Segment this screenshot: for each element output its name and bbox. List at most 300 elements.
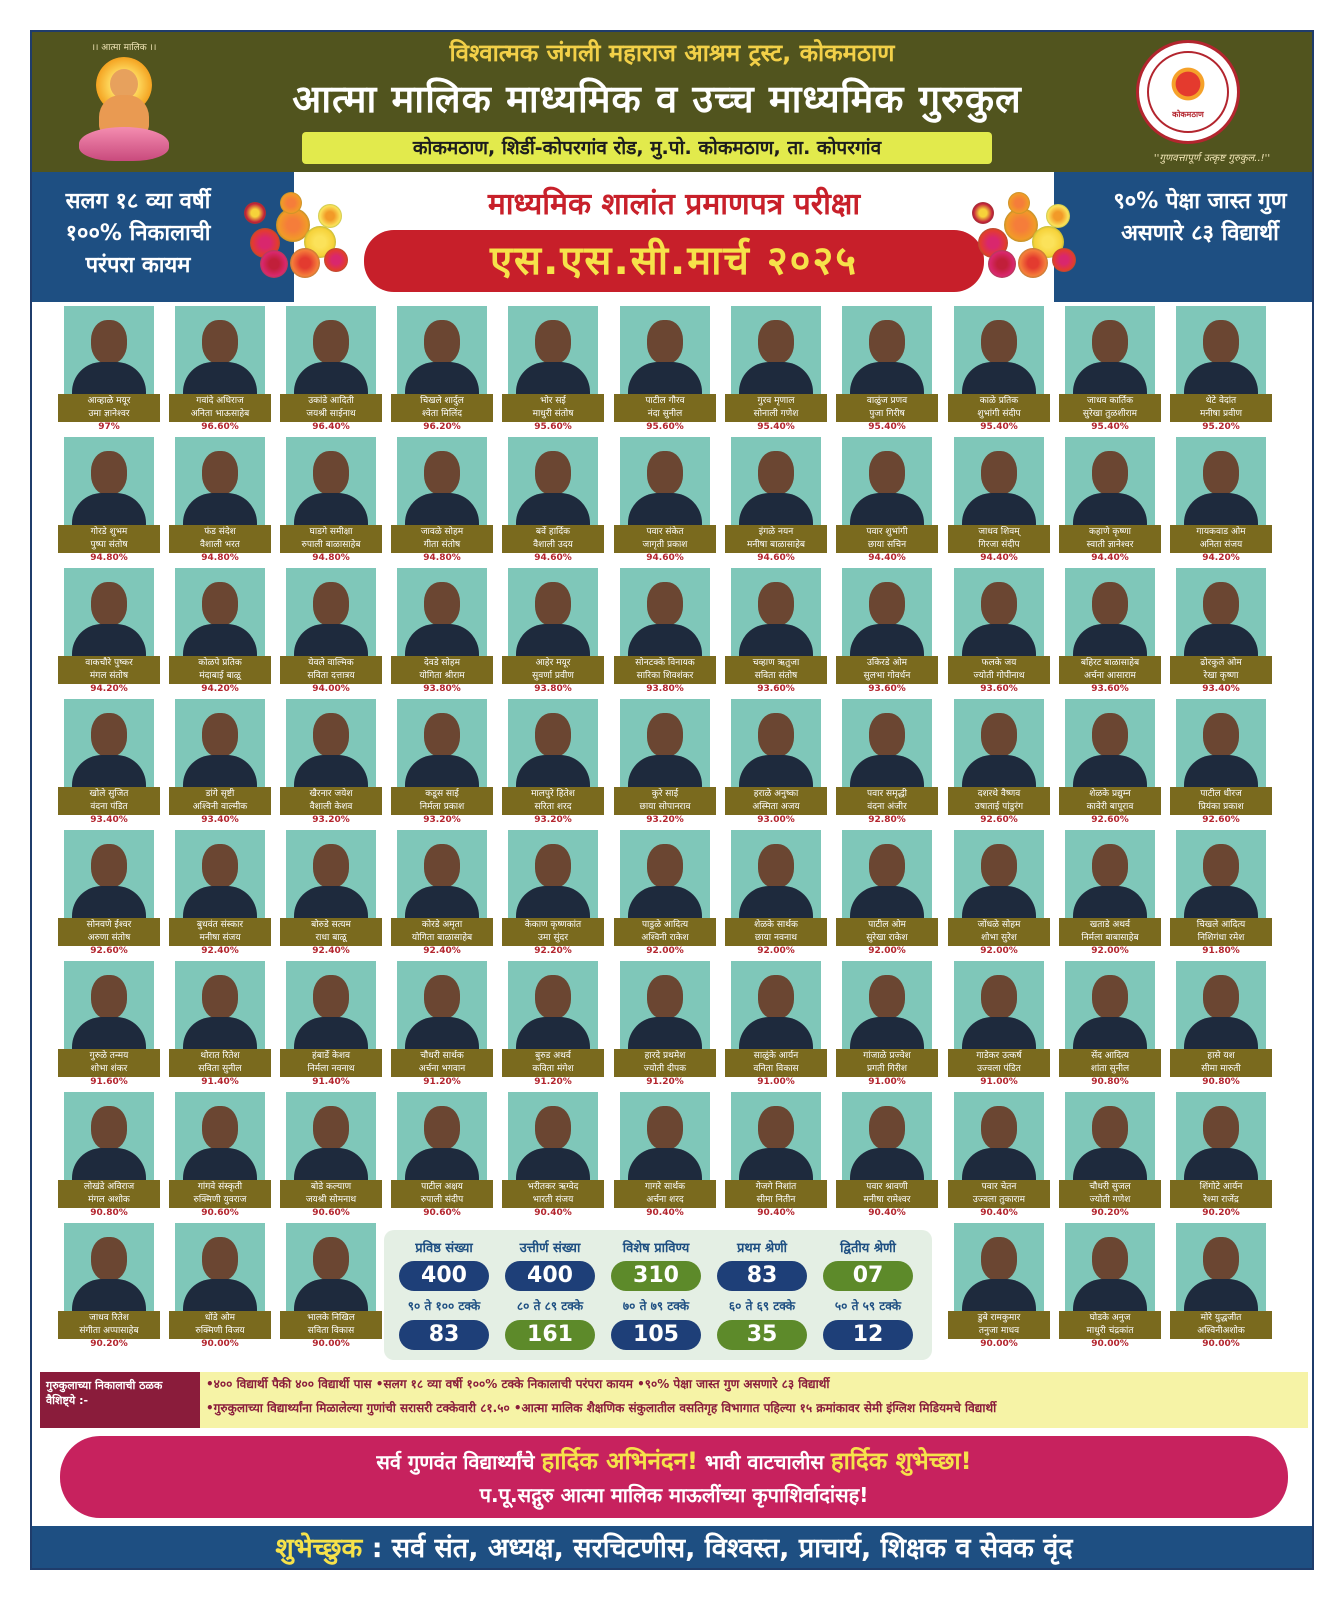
student-card xyxy=(1055,564,1165,694)
stat-value: 400 xyxy=(399,1261,489,1291)
stat-range: ९० ते १०० टक्के xyxy=(407,1299,481,1313)
student-photo xyxy=(1065,437,1155,525)
student-name: कोरडे अमृता xyxy=(421,920,463,930)
student-nameplate xyxy=(58,1180,160,1208)
student-nameplate xyxy=(169,1180,271,1208)
student-card xyxy=(610,302,720,432)
student-percent: 95.60% xyxy=(646,422,684,432)
trust-name: विश्वात्मक जंगली महाराज आश्रम ट्रस्ट, कोकमठाण xyxy=(449,39,895,67)
student-name: कडूस साई xyxy=(425,789,459,799)
student-photo xyxy=(175,830,265,918)
student-name: डांगे सृष्टी xyxy=(205,789,235,799)
student-photo xyxy=(954,699,1044,787)
student-percent: 97% xyxy=(98,422,120,432)
student-photo xyxy=(842,568,932,656)
student-photo xyxy=(175,699,265,787)
student-photo xyxy=(1065,1223,1155,1311)
features-line-2: •गुरुकुलाच्या विद्यार्थ्यांना मिळालेल्या गुणांची सरासरी टक्केवारी ८१.५० •आत्मा मालिक शैक्षणिक संकुलातील वसतिगृह विभागात पहिल्या १५ क्रमांकावर सेमी इंग्लिश मिडियमचे विद्यार्थी xyxy=(206,1401,997,1415)
student-name: बोडे कल्याण xyxy=(310,1182,352,1192)
school-motto: ''गुणवत्तापूर्ण उत्कृष्ट गुरुकुल..!'' xyxy=(1153,153,1271,164)
school-seal-icon xyxy=(1136,40,1240,144)
student-parent: रेश्मा राजेंद्र xyxy=(1203,1195,1239,1205)
student-card xyxy=(832,1088,942,1218)
student-percent: 91.20% xyxy=(534,1077,572,1087)
student-parent: सविता दत्तात्रय xyxy=(307,671,355,681)
student-photo xyxy=(64,1092,154,1180)
student-nameplate xyxy=(1059,918,1161,946)
student-percent: 94.80% xyxy=(312,553,350,563)
student-percent: 91.40% xyxy=(312,1077,350,1087)
student-nameplate xyxy=(725,1180,827,1208)
student-nameplate xyxy=(280,1311,382,1339)
student-percent: 92.00% xyxy=(868,946,906,956)
student-nameplate xyxy=(948,656,1050,684)
guru-figure-icon xyxy=(69,55,179,165)
student-card xyxy=(165,826,275,956)
student-name: पवार समृद्धी xyxy=(867,789,907,799)
student-nameplate xyxy=(502,1180,604,1208)
student-parent: मनीषा रामेश्वर xyxy=(863,1195,911,1205)
student-nameplate xyxy=(725,394,827,422)
student-parent: सारिका शिवशंकर xyxy=(636,671,694,681)
student-card xyxy=(1055,695,1165,825)
student-name: चौधरी सुजल xyxy=(1089,1182,1131,1192)
student-name: जोंधळे सोहम xyxy=(977,920,1021,930)
student-percent: 90.20% xyxy=(90,1339,128,1349)
student-name: जावळे सोहम xyxy=(420,527,464,537)
student-name: धोंडे ओम xyxy=(204,1313,236,1323)
student-parent: अश्विनी राकेश xyxy=(641,933,689,943)
student-nameplate xyxy=(391,1180,493,1208)
student-percent: 92.60% xyxy=(1202,815,1240,825)
student-percent: 94.20% xyxy=(90,684,128,694)
student-card xyxy=(944,695,1054,825)
flower-bouquet-icon xyxy=(240,188,352,292)
student-parent: जयश्री सोमनाथ xyxy=(305,1195,357,1205)
student-parent: तनुजा माधव xyxy=(978,1326,1020,1336)
student-percent: 94.80% xyxy=(423,553,461,563)
student-parent: अनिता भाऊसाहेब xyxy=(190,409,250,419)
student-nameplate xyxy=(58,1311,160,1339)
student-nameplate xyxy=(614,394,716,422)
student-card xyxy=(387,695,497,825)
student-percent: 93.20% xyxy=(312,815,350,825)
student-card xyxy=(944,1219,1054,1349)
student-name: शेळके प्रद्युम्न xyxy=(1089,789,1131,799)
student-nameplate xyxy=(1059,1311,1161,1339)
student-name: सोनवणे ईश्वर xyxy=(86,920,132,930)
student-parent: उमा सुंदर xyxy=(537,933,569,943)
student-parent: छाया नवनाथ xyxy=(754,933,798,943)
student-parent: सुरेखा तुळशीराम xyxy=(1082,409,1138,419)
student-percent: 91.60% xyxy=(90,1077,128,1087)
congratulations-banner xyxy=(60,1436,1288,1518)
student-photo xyxy=(175,306,265,394)
stat-range: ७० ते ७९ टक्के xyxy=(622,1299,690,1313)
student-photo xyxy=(842,1092,932,1180)
student-card xyxy=(498,302,608,432)
student-card xyxy=(54,302,164,432)
student-card xyxy=(54,695,164,825)
student-name: वाळुंज प्रणव xyxy=(866,396,908,406)
student-nameplate xyxy=(1170,394,1272,422)
student-name: पाटील धीरज xyxy=(1200,789,1242,799)
student-percent: 94.40% xyxy=(1091,553,1129,563)
student-nameplate xyxy=(280,1049,382,1077)
student-percent: 94.00% xyxy=(312,684,350,694)
student-photo xyxy=(731,1092,821,1180)
student-nameplate xyxy=(391,394,493,422)
student-percent: 93.20% xyxy=(423,815,461,825)
student-percent: 90.20% xyxy=(1202,1208,1240,1218)
student-name: साळुंके आर्यन xyxy=(753,1051,799,1061)
student-name: सेंद आदित्य xyxy=(1091,1051,1129,1061)
student-parent: वैशाली उदय xyxy=(533,540,573,550)
student-card xyxy=(276,1088,386,1218)
student-photo xyxy=(1176,1223,1266,1311)
stat-range-value: 83 xyxy=(399,1320,489,1350)
student-photo xyxy=(1065,1092,1155,1180)
student-parent: रुपाली संदीप xyxy=(420,1195,464,1205)
student-name: गायकवाड ओम xyxy=(1196,527,1246,537)
student-nameplate xyxy=(614,918,716,946)
student-parent: मंगल संतोष xyxy=(89,671,129,681)
student-parent: शुभांगी संदीप xyxy=(977,409,1021,419)
student-card xyxy=(944,826,1054,956)
student-nameplate xyxy=(169,1311,271,1339)
student-parent: ज्योती दीपक xyxy=(643,1064,687,1074)
student-percent: 93.60% xyxy=(757,684,795,694)
student-percent: 96.40% xyxy=(312,422,350,432)
student-card xyxy=(1166,564,1276,694)
student-parent: सविता सुनील xyxy=(198,1064,242,1074)
student-name: थोरात रितेश xyxy=(200,1051,240,1061)
student-nameplate xyxy=(169,787,271,815)
student-card xyxy=(276,433,386,563)
student-name: बर्वे हार्दिक xyxy=(535,527,571,537)
student-photo xyxy=(175,1092,265,1180)
student-nameplate xyxy=(280,656,382,684)
student-photo xyxy=(1065,699,1155,787)
student-parent: शांता सुनील xyxy=(1090,1064,1130,1074)
student-photo xyxy=(397,699,487,787)
student-nameplate xyxy=(502,394,604,422)
student-name: बुरुड अथर्व xyxy=(535,1051,571,1061)
seal-place: कोकमठाण xyxy=(1172,110,1204,119)
student-percent: 93.40% xyxy=(1202,684,1240,694)
student-card xyxy=(387,957,497,1087)
student-photo xyxy=(954,830,1044,918)
student-card xyxy=(832,564,942,694)
student-parent: गिरजा संदीप xyxy=(978,540,1020,550)
student-nameplate xyxy=(1059,656,1161,684)
school-name: आत्मा मालिक माध्यमिक व उच्च माध्यमिक गुरुकुल xyxy=(292,77,1022,121)
student-card xyxy=(387,302,497,432)
student-name: बुधवंत संस्कार xyxy=(196,920,244,930)
student-name: हारदे प्रथमेश xyxy=(644,1051,686,1061)
student-percent: 95.20% xyxy=(1202,422,1240,432)
student-photo xyxy=(731,306,821,394)
student-card xyxy=(832,302,942,432)
student-card xyxy=(944,302,1054,432)
student-card xyxy=(944,433,1054,563)
features-box xyxy=(200,1372,1308,1428)
student-parent: स्वाती ज्ञानेश्वर xyxy=(1086,540,1134,550)
student-card xyxy=(1055,1219,1165,1349)
student-percent: 92.60% xyxy=(90,946,128,956)
student-card xyxy=(1166,957,1276,1087)
exam-ribbon: एस.एस.सी.मार्च २०२५ xyxy=(364,230,984,292)
student-card xyxy=(165,957,275,1087)
student-percent: 95.40% xyxy=(1091,422,1129,432)
student-parent: प्रियंका प्रकाश xyxy=(1198,802,1244,812)
student-percent: 94.20% xyxy=(1202,553,1240,563)
student-percent: 92.00% xyxy=(757,946,795,956)
student-nameplate xyxy=(1170,525,1272,553)
student-parent: निर्मला बाबासाहेब xyxy=(1081,933,1139,943)
student-percent: 90.40% xyxy=(534,1208,572,1218)
student-photo xyxy=(620,699,710,787)
student-parent: मनीषा बाळासाहेब xyxy=(746,540,806,550)
student-parent: भारती संजय xyxy=(532,1195,574,1205)
student-card xyxy=(1166,826,1276,956)
student-card xyxy=(387,826,497,956)
congrats-line-1: सर्व गुणवंत विद्यार्थ्यांचे हार्दिक अभिनंदन! भावी वाटचालीस हार्दिक शुभेच्छा! xyxy=(376,1447,972,1475)
student-parent: अर्चना भगवान xyxy=(418,1064,466,1074)
student-photo xyxy=(620,1092,710,1180)
student-card xyxy=(721,826,831,956)
student-nameplate xyxy=(280,394,382,422)
student-parent: सीमा मारुती xyxy=(1201,1064,1241,1074)
student-percent: 94.60% xyxy=(646,553,684,563)
student-percent: 93.80% xyxy=(646,684,684,694)
student-nameplate xyxy=(58,656,160,684)
student-nameplate xyxy=(391,918,493,946)
student-name: गेजगे निशांत xyxy=(755,1182,797,1192)
student-card xyxy=(944,1088,1054,1218)
student-nameplate xyxy=(836,525,938,553)
student-card xyxy=(1055,433,1165,563)
student-percent: 90.00% xyxy=(201,1339,239,1349)
stat-label: द्वितीय श्रेणी xyxy=(840,1241,896,1256)
student-parent: गीता संतोष xyxy=(423,540,461,550)
student-name: मालपुरे हितेश xyxy=(531,789,575,799)
student-card xyxy=(1055,302,1165,432)
stat-value: 310 xyxy=(611,1261,701,1291)
student-percent: 92.40% xyxy=(201,946,239,956)
student-name: गुरुळे तन्मय xyxy=(89,1051,129,1061)
student-percent: 93.60% xyxy=(1091,684,1129,694)
student-photo xyxy=(731,437,821,525)
student-name: गोरडे शुभम xyxy=(90,527,128,537)
student-percent: 90.60% xyxy=(312,1208,350,1218)
student-nameplate xyxy=(1059,1049,1161,1077)
student-photo xyxy=(842,961,932,1049)
student-nameplate xyxy=(948,394,1050,422)
student-parent: उमा ज्ञानेश्वर xyxy=(88,409,130,419)
student-photo xyxy=(175,1223,265,1311)
student-parent: रुक्मिणी विजय xyxy=(195,1326,245,1336)
student-card xyxy=(276,564,386,694)
student-name: पवार शुभांगी xyxy=(866,527,908,537)
student-nameplate xyxy=(614,787,716,815)
emblem-caption: ।। आत्मा मालिक ।। xyxy=(91,43,157,53)
student-photo xyxy=(1065,568,1155,656)
student-nameplate xyxy=(836,1049,938,1077)
student-parent: मनीषा संजय xyxy=(199,933,241,943)
student-photo xyxy=(620,961,710,1049)
student-percent: 94.40% xyxy=(980,553,1018,563)
student-photo xyxy=(620,568,710,656)
student-photo xyxy=(286,306,376,394)
student-photo xyxy=(731,961,821,1049)
student-photo xyxy=(1065,961,1155,1049)
student-parent: निर्मला प्रकाश xyxy=(419,802,465,812)
student-nameplate xyxy=(836,656,938,684)
student-card xyxy=(165,564,275,694)
student-percent: 90.40% xyxy=(646,1208,684,1218)
student-photo xyxy=(508,1092,598,1180)
student-percent: 90.40% xyxy=(868,1208,906,1218)
student-photo xyxy=(397,306,487,394)
student-name: कहाणे कृष्णा xyxy=(1088,527,1132,537)
student-parent: सरिता शरद xyxy=(534,802,572,812)
student-parent: ज्योती गणेश xyxy=(1089,1195,1131,1205)
student-parent: अर्चना शरद xyxy=(646,1195,684,1205)
student-parent: श्वेता मिलिंद xyxy=(421,409,463,419)
stat-label: प्रविष्ठ संख्या xyxy=(415,1241,473,1256)
student-nameplate xyxy=(280,918,382,946)
student-photo xyxy=(286,830,376,918)
student-nameplate xyxy=(58,918,160,946)
student-nameplate xyxy=(614,656,716,684)
student-percent: 92.40% xyxy=(312,946,350,956)
student-parent: रुक्मिणी युवराज xyxy=(193,1195,247,1205)
footer-text: : सर्व संत, अध्यक्ष, सरचिटणीस, विश्वस्त, प्राचार्य, शिक्षक व सेवक वृंद xyxy=(362,1533,1073,1564)
flower-bouquet-icon xyxy=(968,188,1080,292)
student-nameplate xyxy=(391,787,493,815)
student-name: बहिरट बाळासाहेब xyxy=(1080,658,1140,668)
student-photo xyxy=(64,437,154,525)
student-card xyxy=(1166,302,1276,432)
student-card xyxy=(165,1088,275,1218)
student-percent: 92.00% xyxy=(1091,946,1129,956)
student-name: जाधव कार्तिक xyxy=(1086,396,1134,406)
student-nameplate xyxy=(169,656,271,684)
student-percent: 90.00% xyxy=(1202,1339,1240,1349)
student-card xyxy=(498,695,608,825)
student-parent: अश्विनी वाल्मीक xyxy=(192,802,248,812)
student-card xyxy=(721,302,831,432)
stat-value: 400 xyxy=(505,1261,595,1291)
student-card xyxy=(610,957,720,1087)
student-photo xyxy=(397,961,487,1049)
student-nameplate xyxy=(1170,1049,1272,1077)
student-percent: 92.80% xyxy=(868,815,906,825)
student-card xyxy=(610,564,720,694)
student-parent: अश्विनीअशोक xyxy=(1197,1326,1245,1336)
student-photo xyxy=(1176,830,1266,918)
student-photo xyxy=(954,961,1044,1049)
student-percent: 91.20% xyxy=(646,1077,684,1087)
result-stats xyxy=(384,1230,932,1360)
student-name: उकिरडे ओम xyxy=(866,658,908,668)
student-photo xyxy=(1176,306,1266,394)
header xyxy=(32,32,1314,172)
stat-label: प्रथम श्रेणी xyxy=(737,1241,787,1256)
student-parent: सीमा नितीन xyxy=(756,1195,796,1205)
student-card xyxy=(721,695,831,825)
student-parent: अर्चना आसाराम xyxy=(1084,671,1136,681)
student-percent: 94.80% xyxy=(201,553,239,563)
student-card xyxy=(387,1088,497,1218)
student-parent: उज्वला पंडित xyxy=(977,1064,1021,1074)
student-percent: 93.40% xyxy=(201,815,239,825)
student-card xyxy=(610,695,720,825)
student-parent: प्रगती गिरीश xyxy=(866,1064,908,1074)
student-photo xyxy=(842,699,932,787)
student-parent: वैशाली भरत xyxy=(200,540,240,550)
student-name: चिखले शार्दुल xyxy=(420,396,464,406)
student-photo xyxy=(731,699,821,787)
student-parent: अस्मिता अजय xyxy=(752,802,800,812)
student-nameplate xyxy=(169,1049,271,1077)
student-name: हासे यश xyxy=(1207,1051,1235,1061)
student-name: पाटील ओम xyxy=(868,920,906,930)
student-photo xyxy=(842,306,932,394)
student-nameplate xyxy=(725,918,827,946)
student-card xyxy=(944,957,1054,1087)
student-percent: 94.80% xyxy=(90,553,128,563)
student-nameplate xyxy=(1170,656,1272,684)
student-name: कोळपे प्रतिक xyxy=(198,658,242,668)
student-percent: 93.00% xyxy=(757,815,795,825)
student-name: घोडके अनुज xyxy=(1089,1313,1131,1323)
student-parent: कविता मंगेश xyxy=(532,1064,574,1074)
student-nameplate xyxy=(58,787,160,815)
student-percent: 95.40% xyxy=(868,422,906,432)
student-card xyxy=(387,564,497,694)
student-photo xyxy=(175,568,265,656)
student-name: ढोरकुले ओम xyxy=(1200,658,1242,668)
student-parent: मंगल अशोक xyxy=(88,1195,130,1205)
student-parent: वंदना अंजीर xyxy=(867,802,907,812)
student-nameplate xyxy=(391,1049,493,1077)
student-nameplate xyxy=(280,1180,382,1208)
student-parent: योगिता बाळासाहेब xyxy=(411,933,473,943)
student-card xyxy=(1055,957,1165,1087)
student-percent: 90.60% xyxy=(423,1208,461,1218)
student-card xyxy=(721,564,831,694)
student-photo xyxy=(175,961,265,1049)
student-photo xyxy=(1176,568,1266,656)
student-name: मोरे युद्धजीत xyxy=(1200,1313,1242,1323)
student-percent: 92.20% xyxy=(534,946,572,956)
student-name: पाटील गौरव xyxy=(645,396,685,406)
student-card xyxy=(165,302,275,432)
student-percent: 93.60% xyxy=(868,684,906,694)
exam-banner xyxy=(32,172,1314,302)
student-photo xyxy=(64,830,154,918)
student-nameplate xyxy=(502,1049,604,1077)
student-parent: पुजा गिरीष xyxy=(869,409,905,419)
student-name: देवडे सोहम xyxy=(423,658,461,668)
student-photo xyxy=(1065,306,1155,394)
student-name: खोले सुजित xyxy=(89,789,129,799)
student-nameplate xyxy=(58,394,160,422)
student-percent: 92.60% xyxy=(1091,815,1129,825)
student-nameplate xyxy=(725,525,827,553)
